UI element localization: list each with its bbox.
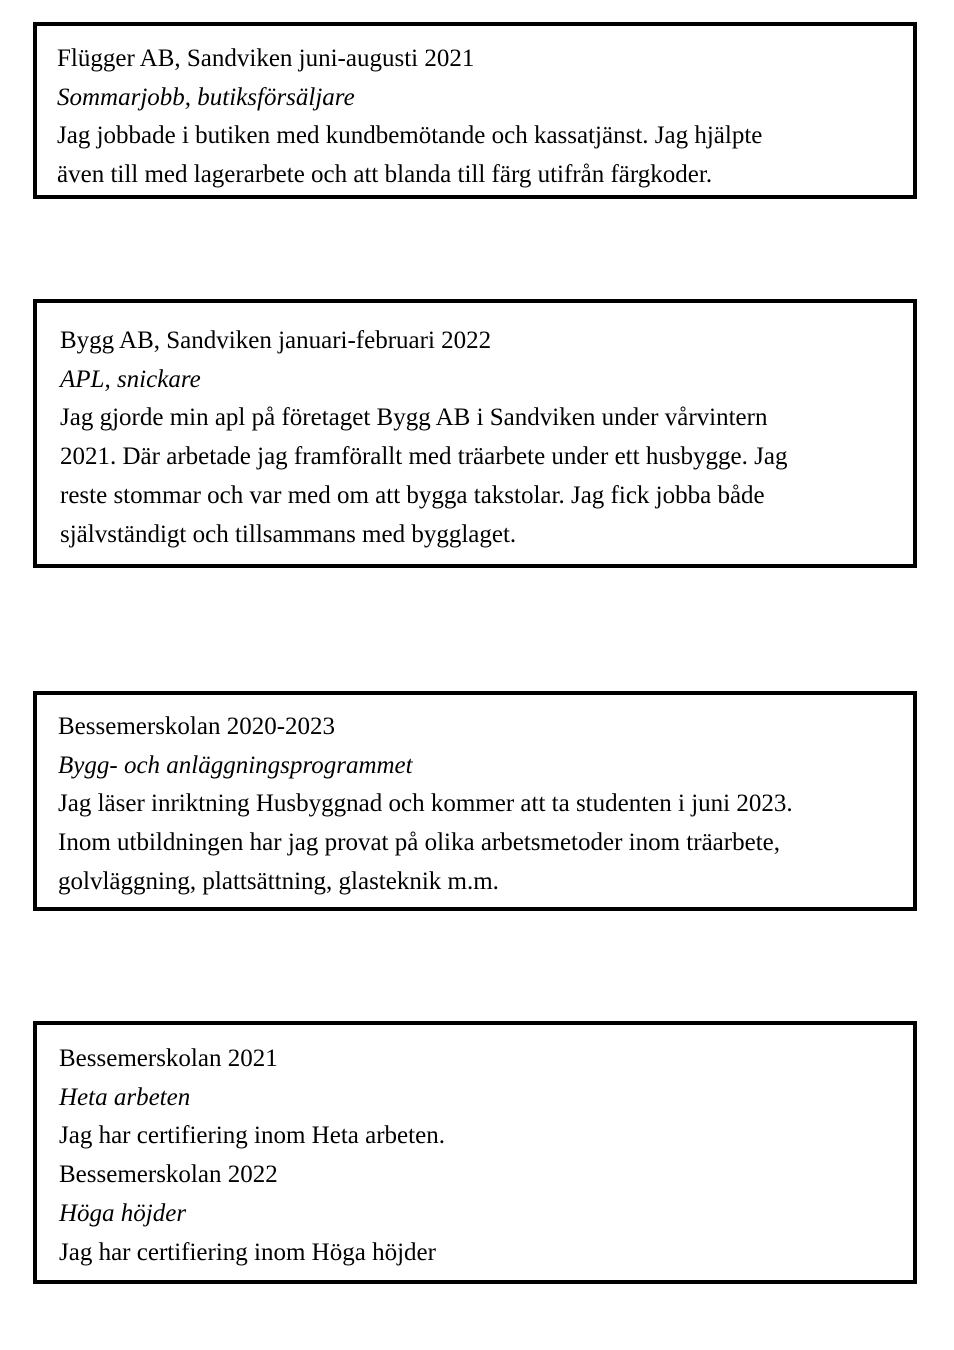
entry-heading: Flügger AB, Sandviken juni-augusti 2021 xyxy=(57,45,475,72)
certificate-name: Höga höjder xyxy=(59,1199,187,1227)
entry-heading: Bygg AB, Sandviken januari-februari 2022 xyxy=(60,327,492,354)
entry-description-line: Jag läser inriktning Husbyggnad och kommer att ta studenten i juni 2023. xyxy=(58,790,793,818)
entry-description-line: självständigt och tillsammans med bygglaget. xyxy=(60,520,517,548)
entry-description-line: Inom utbildningen har jag provat på olika arbetsmetoder inom träarbete, xyxy=(58,829,780,857)
entry-description-line: golvläggning, plattsättning, glasteknik m.m. xyxy=(58,867,499,895)
entry-heading: Bessemerskolan 2020-2023 xyxy=(58,713,336,740)
certificate-description: Jag har certifiering inom Heta arbeten. xyxy=(59,1122,445,1150)
certificate-description: Jag har certifiering inom Höga höjder xyxy=(59,1238,436,1266)
experience-box-bygg xyxy=(33,299,917,568)
entry-role: Bygg- och anläggningsprogrammet xyxy=(58,751,413,779)
experience-box-flugger xyxy=(33,22,917,199)
certificate-heading: Bessemerskolan 2021 xyxy=(59,1045,278,1072)
entry-description-line: reste stommar och var med om att bygga takstolar. Jag fick jobba både xyxy=(60,481,765,509)
entry-description-line: 2021. Där arbetade jag framförallt med träarbete under ett husbygge. Jag xyxy=(60,443,788,471)
certificates-box xyxy=(33,1021,917,1284)
entry-description-line: Jag jobbade i butiken med kundbemötande och kassatjänst. Jag hjälpte xyxy=(57,122,763,150)
entry-role: APL, snickare xyxy=(60,365,201,393)
education-box-bessemerskolan xyxy=(33,691,917,911)
entry-description-line: Jag gjorde min apl på företaget Bygg AB i Sandviken under vårvintern xyxy=(60,404,768,432)
entry-role: Sommarjobb, butiksförsäljare xyxy=(57,83,355,111)
certificate-heading: Bessemerskolan 2022 xyxy=(59,1161,278,1189)
certificate-name: Heta arbeten xyxy=(59,1083,191,1111)
entry-description-line: även till med lagerarbete och att blanda till färg utifrån färgkoder. xyxy=(57,161,713,189)
